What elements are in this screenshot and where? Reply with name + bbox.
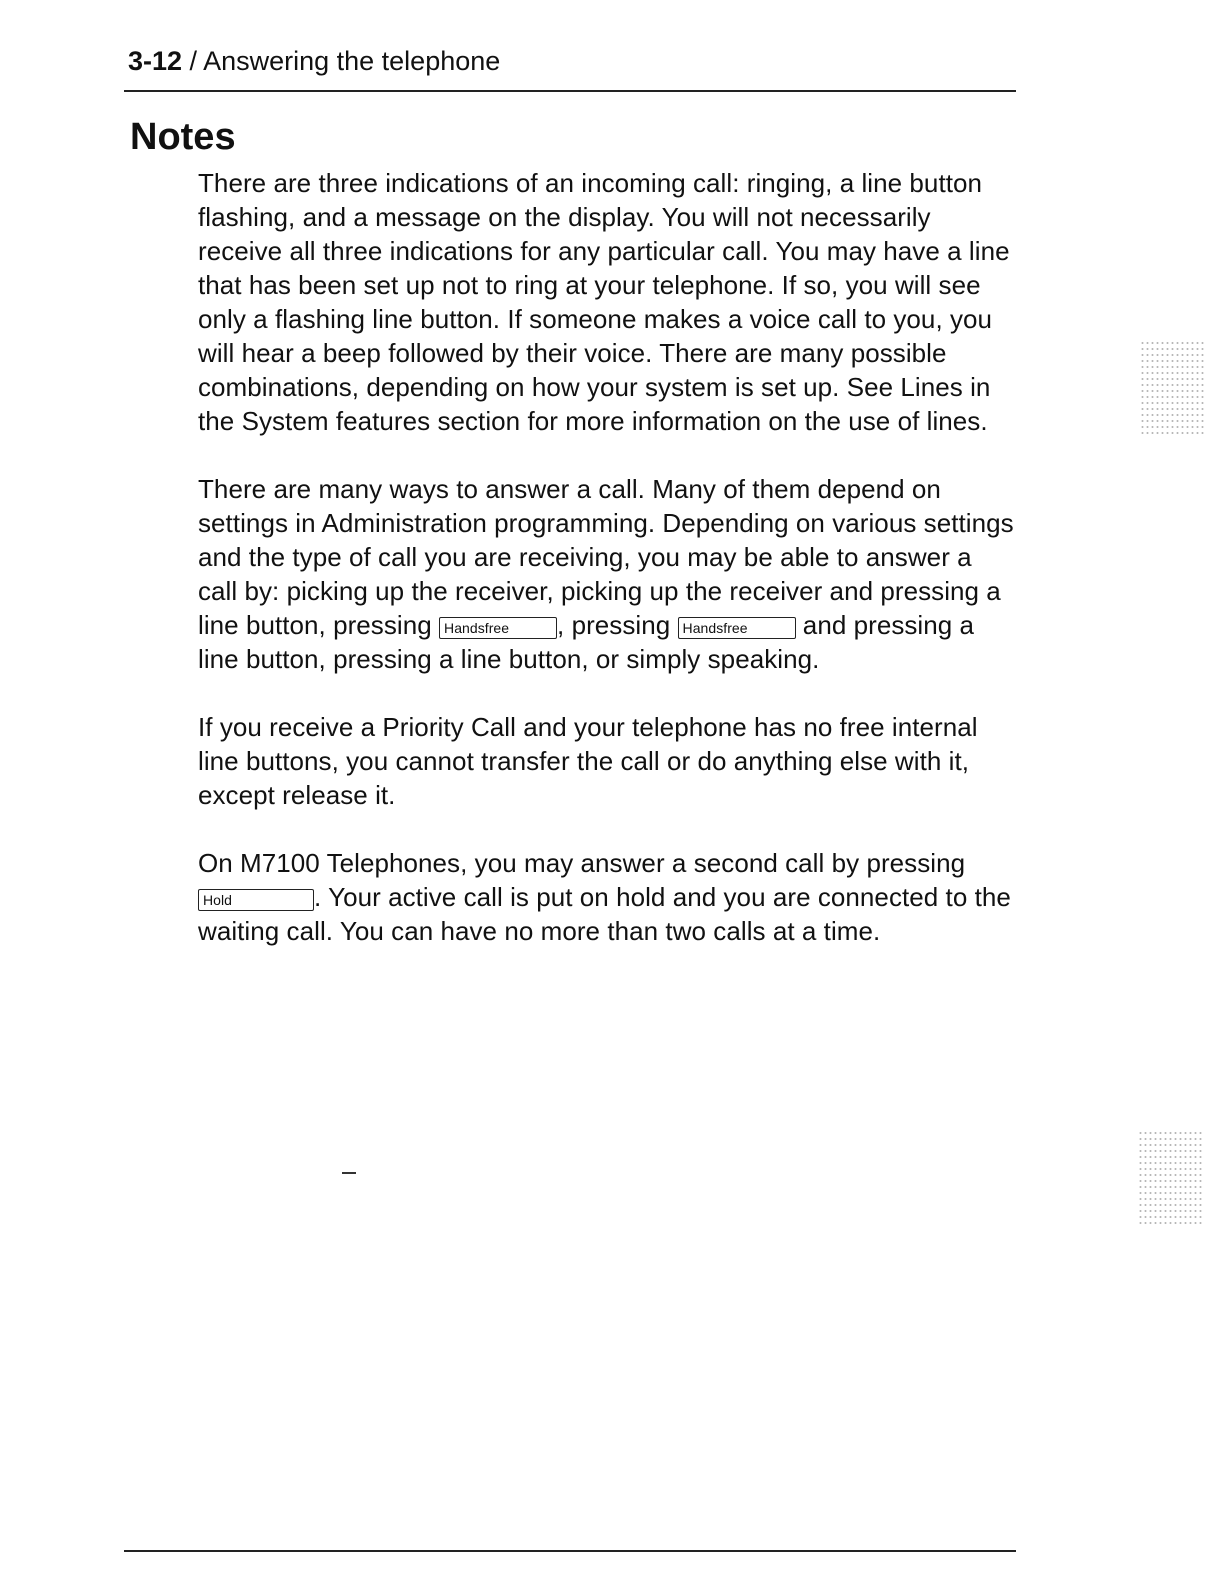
scan-speckle bbox=[1140, 340, 1204, 436]
running-head bbox=[128, 44, 500, 78]
chapter-title: Answering the telephone bbox=[203, 46, 501, 76]
paragraph-ways-to-answer bbox=[198, 472, 1018, 676]
paragraph-text: On M7100 Telephones, you may answer a second call by pressing bbox=[198, 848, 966, 878]
header-rule bbox=[124, 90, 1016, 92]
section-title: Notes bbox=[130, 116, 236, 158]
header-separator: / bbox=[182, 46, 204, 76]
hold-key: Hold bbox=[198, 889, 314, 911]
scan-mark bbox=[342, 1172, 356, 1174]
handsfree-key: Handsfree bbox=[678, 617, 796, 639]
paragraph-text: There are many ways to answer a call. Many of them depend on settings in Administration programming. Depending on various settings and the type of call you are receiving, you may be able to answer a call by: picking up the receiver, picking up the receiver and pressing a line button, pressing bbox=[198, 474, 1014, 640]
paragraph-text: , pressing bbox=[557, 610, 678, 640]
scan-speckle bbox=[1138, 1130, 1202, 1226]
handsfree-key: Handsfree bbox=[439, 617, 557, 639]
notes-body bbox=[198, 166, 1018, 982]
footer-rule bbox=[124, 1550, 1016, 1552]
page-number: 3-12 bbox=[128, 46, 183, 76]
paragraph-incoming-call-indications: There are three indications of an incoming call: ringing, a line button flashing, and a message on the display. You will not necessarily receive all three indications for any particular call. You may have a line that has been set up not to ring at your telephone. If so, you will see only a flashing line button. If someone makes a voice call to you, you will hear a beep followed by their voice. There are many possible combinations, depending on how your system is set up. See Lines in the System features section for more information on the use of lines. bbox=[198, 168, 1010, 436]
paragraph-priority-call: If you receive a Priority Call and your telephone has no free internal line buttons, you cannot transfer the call or do anything else with it, except release it. bbox=[198, 712, 978, 810]
paragraph-text: . Your active call is put on hold and you are connected to the waiting call. You can have no more than two calls at a time. bbox=[198, 882, 1011, 946]
paragraph-text: and pressing a line button, pressing a line button, or simply speaking. bbox=[198, 610, 975, 674]
paragraph-m7100-second-call bbox=[198, 846, 1018, 948]
